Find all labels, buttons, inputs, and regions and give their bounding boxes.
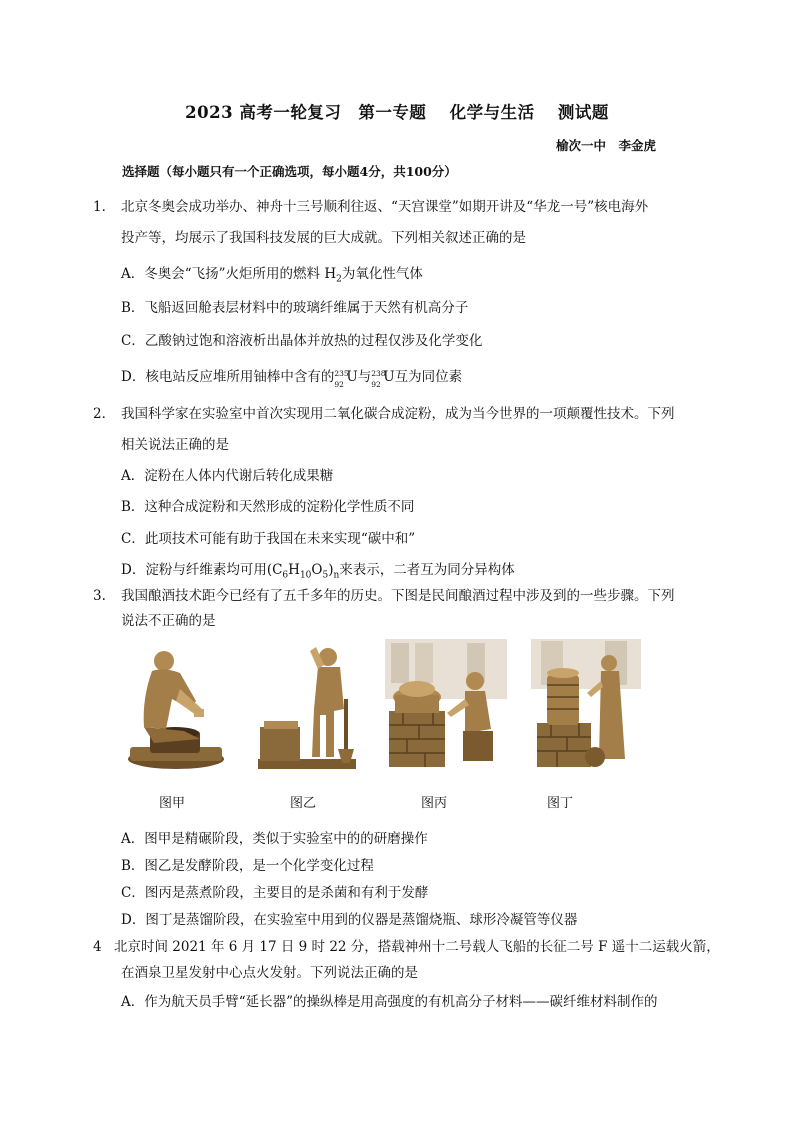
- question-text-line: 我国科学家在实验室中首次实现用二氧化碳合成淀粉，成为当今世界的一项颠覆性技术。下列: [121, 406, 675, 422]
- question-text-line: 北京冬奥会成功举办、神舟十三号顺利往返、“天宫课堂”如期开讲及“华龙一号”核电海外: [121, 199, 649, 215]
- option-c: C．乙酸钠过饱和溶液析出晶体并放热的过程仅涉及化学变化: [121, 333, 483, 349]
- question-text-line: 投产等，均展示了我国科技发展的巨大成就。下列相关叙述正确的是: [121, 230, 526, 246]
- question-number: 4: [93, 939, 102, 955]
- statue-steaming-icon: [385, 639, 507, 773]
- option-b: B．飞船返回舱表层材料中的玻璃纤维属于天然有机高分子: [121, 300, 469, 316]
- figure-caption: 图丙: [421, 796, 448, 811]
- question-number: 3.: [93, 588, 106, 604]
- option-b: B．图乙是发酵阶段，是一个化学变化过程: [121, 858, 374, 874]
- option-c: C．图丙是蒸煮阶段，主要目的是杀菌和有利于发酵: [121, 885, 429, 901]
- question-text-line: 北京时间 2021 年 6 月 17 日 9 时 22 分，搭载神州十二号载人飞船的长征二号 F 遥十二运载火箭，: [114, 939, 720, 955]
- option-a: A．图甲是精碾阶段，类似于实验室中的的研磨操作: [121, 831, 428, 847]
- option-d: D．图丁是蒸馏阶段，在实验室中用到的仪器是蒸馏烧瓶、球形冷凝管等仪器: [121, 912, 578, 928]
- option-a: A．作为航天员手臂“延长器”的操纵棒是用高强度的有机高分子材料——碳纤维材料制作的: [121, 994, 658, 1010]
- page-title: 2023 高考一轮复习 第一专题 化学与生活 测试题: [185, 103, 609, 122]
- statue-grinding-icon: [124, 639, 230, 773]
- statue-fermenting-icon: [254, 639, 360, 773]
- option-b: B．这种合成淀粉和天然形成的淀粉化学性质不同: [121, 499, 415, 515]
- question-number: 1．: [93, 199, 116, 215]
- option-d: D．核电站反应堆所用铀棒中含有的 235 92 U与 238 92 U互为同位素: [121, 369, 463, 389]
- figure-caption: 图甲: [159, 796, 186, 811]
- question-number: 2．: [93, 406, 116, 422]
- author-line: 榆次一中 李金虎: [556, 138, 657, 153]
- section-instructions: 选择题（每小题只有一个正确选项，每小题4分，共100分）: [122, 164, 457, 179]
- statue-distilling-icon: [531, 639, 641, 773]
- figure-caption: 图丁: [547, 796, 574, 811]
- question-text-line: 说法不正确的是: [121, 613, 216, 629]
- option-c: C．此项技术可能有助于我国在未来实现“碳中和”: [121, 531, 416, 547]
- figure-caption: 图乙: [290, 796, 317, 811]
- option-d: D．淀粉与纤维素均可用$(C_6H_{10}O_5)_n$来表示，二者互为同分异构体: [121, 562, 515, 581]
- question-text-line: 我国酿酒技术距今已经有了五千多年的历史。下图是民间酿酒过程中涉及到的一些步骤。下列: [121, 588, 675, 604]
- option-a: A．冬奥会“飞扬”火炬所用的燃料 $H_2$为氧化性气体: [121, 266, 423, 285]
- question-text-line: 相关说法正确的是: [121, 437, 229, 453]
- option-a: A．淀粉在人体内代谢后转化成果糖: [121, 468, 334, 484]
- question-text-line: 在酒泉卫星发射中心点火发射。下列说法正确的是: [121, 965, 418, 981]
